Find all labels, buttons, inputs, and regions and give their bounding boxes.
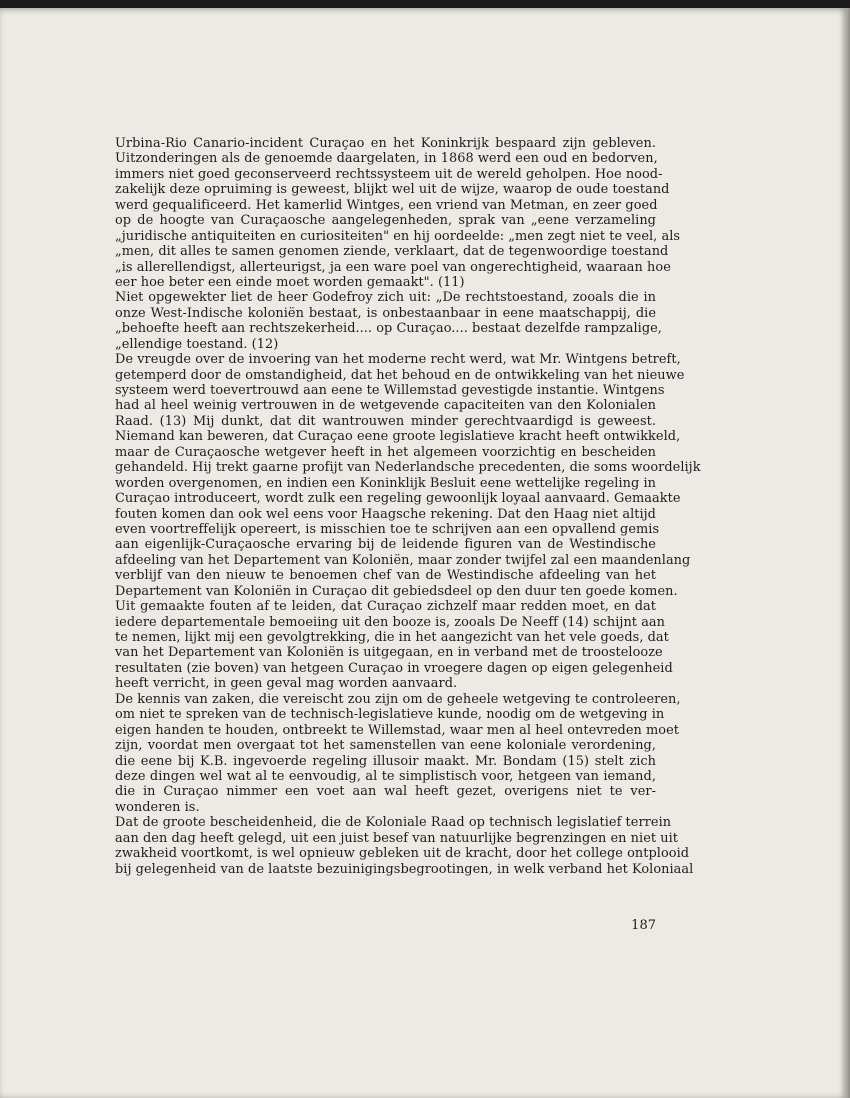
text-line: bij gelegenheid van de laatste bezuinigingsbegrootingen, in welk verband het Koloniaal	[115, 861, 694, 877]
text-line: Dat de groote bescheidenheid, die de Koloniale Raad op technisch legislatief terrein	[115, 815, 672, 831]
text-line: „juridische antiquiteiten en curiositeiten" en hij oordeelde: „men zegt niet te veel, als	[115, 228, 681, 244]
scan-border	[0, 0, 850, 8]
text-line: resultaten (zie boven) van hetgeen Curaçao in vroegere dagen op eigen gelegenheid	[115, 660, 673, 676]
text-line: onze West-Indische koloniën bestaat, is onbestaanbaar in eene maatschappij, die	[115, 305, 656, 321]
text-line: aan den dag heeft gelegd, uit een juist besef van natuurlijke begrenzingen en niet uit	[115, 830, 679, 846]
text-line: te nemen, lijkt mij een gevolgtrekking, die in het aangezicht van het vele goeds, dat	[115, 630, 669, 645]
text-line: fouten komen dan ook wel eens voor Haagsche rekening. Dat den Haag niet altijd	[115, 506, 656, 522]
text-line: om niet te spreken van de technisch-legislatieve kunde, noodig om de wetgeving in	[115, 707, 665, 723]
text-line: getemperd door de omstandigheid, dat het behoud en de ontwikkeling van het nieuwe	[115, 367, 685, 383]
text-line: deze dingen wel wat al te eenvoudig, al te simplistisch voor, hetgeen van iemand,	[115, 768, 656, 784]
text-line: op de hoogte van Curaçaosche aangelegenheden, sprak van „eene verzameling	[115, 213, 656, 229]
text-line: „ellendige toestand. (12)	[115, 336, 279, 352]
text-line: wonderen is.	[115, 799, 200, 815]
text-line: De vreugde over de invoering van het moderne recht werd, wat Mr. Wintgens betreft,	[115, 352, 681, 368]
body-text	[115, 136, 701, 877]
text-line: maar de Curaçaosche wetgever heeft in het algemeen voorzichtig en bescheiden	[115, 444, 656, 460]
text-line: De kennis van zaken, die vereischt zou zijn om de geheele wetgeving te controleeren,	[115, 691, 681, 707]
text-line: even voortreffelijk opereert, is misschien toe te schrijven aan een opvallend gemis	[115, 521, 660, 537]
text-line: zakelijk deze opruiming is geweest, blijkt wel uit de wijze, waarop de oude toestand	[115, 182, 670, 198]
text-line: worden overgenomen, en indien een Koninklijk Besluit eene wettelijke regeling in	[115, 475, 656, 491]
page-number: 187	[631, 918, 656, 933]
text-line: eigen handen te houden, ontbreekt te Willemstad, waar men al heel ontevreden moet	[115, 722, 679, 738]
text-line: immers niet goed geconserveerd rechtssysteem uit de wereld geholpen. Hoe nood-	[115, 166, 663, 182]
text-line: heeft verricht, in geen geval mag worden aanvaard.	[115, 676, 458, 692]
text-line: Niemand kan beweren, dat Curaçao eene groote legislatieve kracht heeft ontwikkeld,	[115, 429, 681, 445]
text-line: Uitzonderingen als de genoemde daargelaten, in 1868 werd een oud en bedorven,	[115, 151, 658, 167]
text-line: eer hoe beter een einde moet worden gemaakt". (11)	[115, 274, 465, 290]
text-line: systeem werd toevertrouwd aan eene te Willemstad gevestigde instantie. Wintgens	[115, 383, 665, 398]
text-line: „men, dit alles te samen genomen ziende, verklaart, dat de tegenwoordige toestand	[115, 244, 669, 260]
text-line: verblijf van den nieuw te benoemen chef van de Westindische afdeeling van het	[115, 568, 656, 584]
text-line: Curaçao introduceert, wordt zulk een regeling gewoonlijk loyaal aanvaard. Gemaakte	[115, 491, 681, 507]
text-line: aan eigenlijk-Curaçaosche ervaring bij de leidende figuren van de Westindische	[115, 537, 656, 553]
text-line: had al heel weinig vertrouwen in de wetgevende capaciteiten van den Kolonialen	[115, 398, 656, 414]
text-line: Urbina-Rio Canario-incident Curaçao en het Koninkrijk bespaard zijn gebleven.	[115, 136, 656, 151]
text-line: zijn, voordat men overgaat tot het samenstellen van eene koloniale verordening,	[115, 738, 656, 754]
text-line: die in Curaçao nimmer een voet aan wal heeft gezet, overigens niet te ver-	[115, 784, 656, 800]
text-line: die eene bij K.B. ingevoerde regeling illusoir maakt. Mr. Bondam (15) stelt zich	[115, 753, 656, 769]
text-line: van het Departement van Koloniën is uitgegaan, en in verband met de troostelooze	[115, 645, 663, 661]
text-line: werd gequalificeerd. Het kamerlid Wintges, een vriend van Metman, en zeer goed	[115, 197, 658, 213]
text-line: Uit gemaakte fouten af te leiden, dat Curaçao zichzelf maar redden moet, en dat	[115, 599, 656, 615]
text-line: gehandeld. Hij trekt gaarne profijt van Nederlandsche precedenten, die soms woordelijk	[115, 460, 701, 476]
text-line: „behoefte heeft aan rechtszekerheid.... op Curaçao.... bestaat dezelfde rampzalige,	[115, 321, 662, 337]
text-line: Departement van Koloniën in Curaçao dit gebiedsdeel op den duur ten goede komen.	[115, 583, 678, 599]
text-line: Niet opgewekter liet de heer Godefroy zich uit: „De rechtstoestand, zooals die in	[115, 290, 656, 306]
text-line: Raad. (13) Mij dunkt, dat dit wantrouwen minder gerechtvaardigd is geweest.	[115, 413, 656, 429]
page-edge-shadow	[846, 8, 850, 1098]
text-line: „is allerellendigst, allerteurigst, ja een ware poel van ongerechtigheid, waaraan hoe	[115, 259, 671, 275]
text-line: zwakheid voortkomt, is wel opnieuw gebleken uit de kracht, door het college ontplooid	[115, 846, 690, 862]
text-line: afdeeling van het Departement van Koloniën, maar zonder twijfel zal een maandenlang	[115, 552, 691, 568]
text-line: iedere departementale bemoeiing uit den booze is, zooals De Neeff (14) schijnt aan	[115, 614, 666, 630]
